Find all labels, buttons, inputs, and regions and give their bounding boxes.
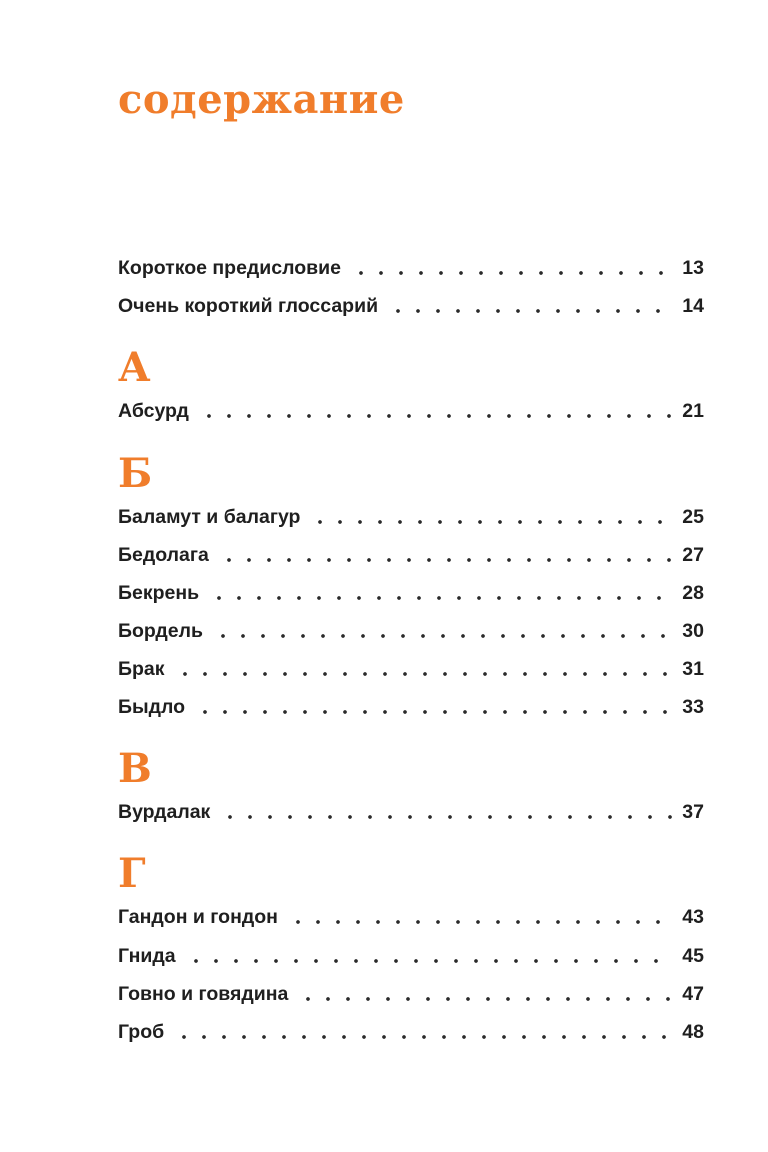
dot-leader (288, 920, 672, 924)
toc-entry-name: Гроб (118, 1020, 165, 1043)
toc-entry[interactable] (118, 253, 704, 283)
dot-leader (388, 309, 672, 313)
toc-entry-name: Бедолага (118, 543, 209, 566)
toc-entry[interactable] (118, 502, 704, 532)
toc-entry-page: 31 (682, 657, 704, 680)
section-letter: А (118, 344, 151, 391)
toc-entry-page: 28 (682, 581, 704, 604)
section-letter: Г (118, 850, 146, 897)
toc-entry-page: 47 (682, 982, 704, 1005)
toc-entry[interactable] (118, 1017, 704, 1047)
dot-leader (310, 520, 672, 524)
dot-leader (199, 414, 672, 418)
toc-entry-page: 25 (682, 505, 704, 528)
toc-entry-page: 13 (682, 256, 704, 279)
toc-entry-name: Говно и говядина (118, 982, 289, 1005)
toc-entry-name: Бордель (118, 619, 203, 642)
toc-entry[interactable] (118, 979, 704, 1009)
toc-entry-page: 21 (682, 399, 704, 422)
toc-entry-page: 48 (682, 1020, 704, 1043)
toc-entry[interactable] (118, 797, 704, 827)
toc-entry-name: Баламут и балагур (118, 505, 301, 528)
toc-entry-page: 37 (682, 800, 704, 823)
dot-leader (186, 959, 673, 963)
toc-entry-page: 33 (682, 695, 704, 718)
dot-leader (209, 596, 672, 600)
toc-entry-name: Гнида (118, 944, 176, 967)
toc-entry-name: Короткое предисловие (118, 256, 341, 279)
toc-entry-name: Абсурд (118, 399, 189, 422)
toc-entry-name: Быдло (118, 695, 186, 718)
toc-entry[interactable] (118, 902, 704, 932)
toc-entry-name: Вурдалак (118, 800, 211, 823)
section-letter: Б (118, 450, 153, 497)
dot-leader (220, 815, 672, 819)
toc-entry-name: Очень короткий глоссарий (118, 294, 379, 317)
toc-entry[interactable] (118, 941, 704, 971)
toc-entry-page: 27 (682, 543, 704, 566)
toc-entry-name: Брак (118, 657, 165, 680)
toc-entry[interactable] (118, 692, 704, 722)
dot-leader (219, 558, 672, 562)
toc-entry-name: Бекрень (118, 581, 200, 604)
section-letter: В (118, 745, 152, 792)
dot-leader (195, 710, 672, 714)
toc-entry[interactable] (118, 578, 704, 608)
toc-entry-page: 45 (682, 944, 704, 967)
dot-leader (175, 672, 673, 676)
toc-entry-page: 30 (682, 619, 704, 642)
toc-entry-name: Гандон и гондон (118, 905, 278, 928)
toc-entry[interactable] (118, 291, 704, 321)
dot-leader (351, 271, 672, 275)
toc-entry[interactable] (118, 616, 704, 646)
toc-entry-page: 43 (682, 905, 704, 928)
dot-leader (174, 1035, 672, 1039)
toc-entry-page: 14 (682, 294, 704, 317)
page-title: содержание (118, 76, 405, 123)
toc-entry[interactable] (118, 540, 704, 570)
dot-leader (213, 634, 672, 638)
toc-entry[interactable] (118, 654, 704, 684)
toc-entry[interactable] (118, 396, 704, 426)
dot-leader (298, 997, 672, 1001)
